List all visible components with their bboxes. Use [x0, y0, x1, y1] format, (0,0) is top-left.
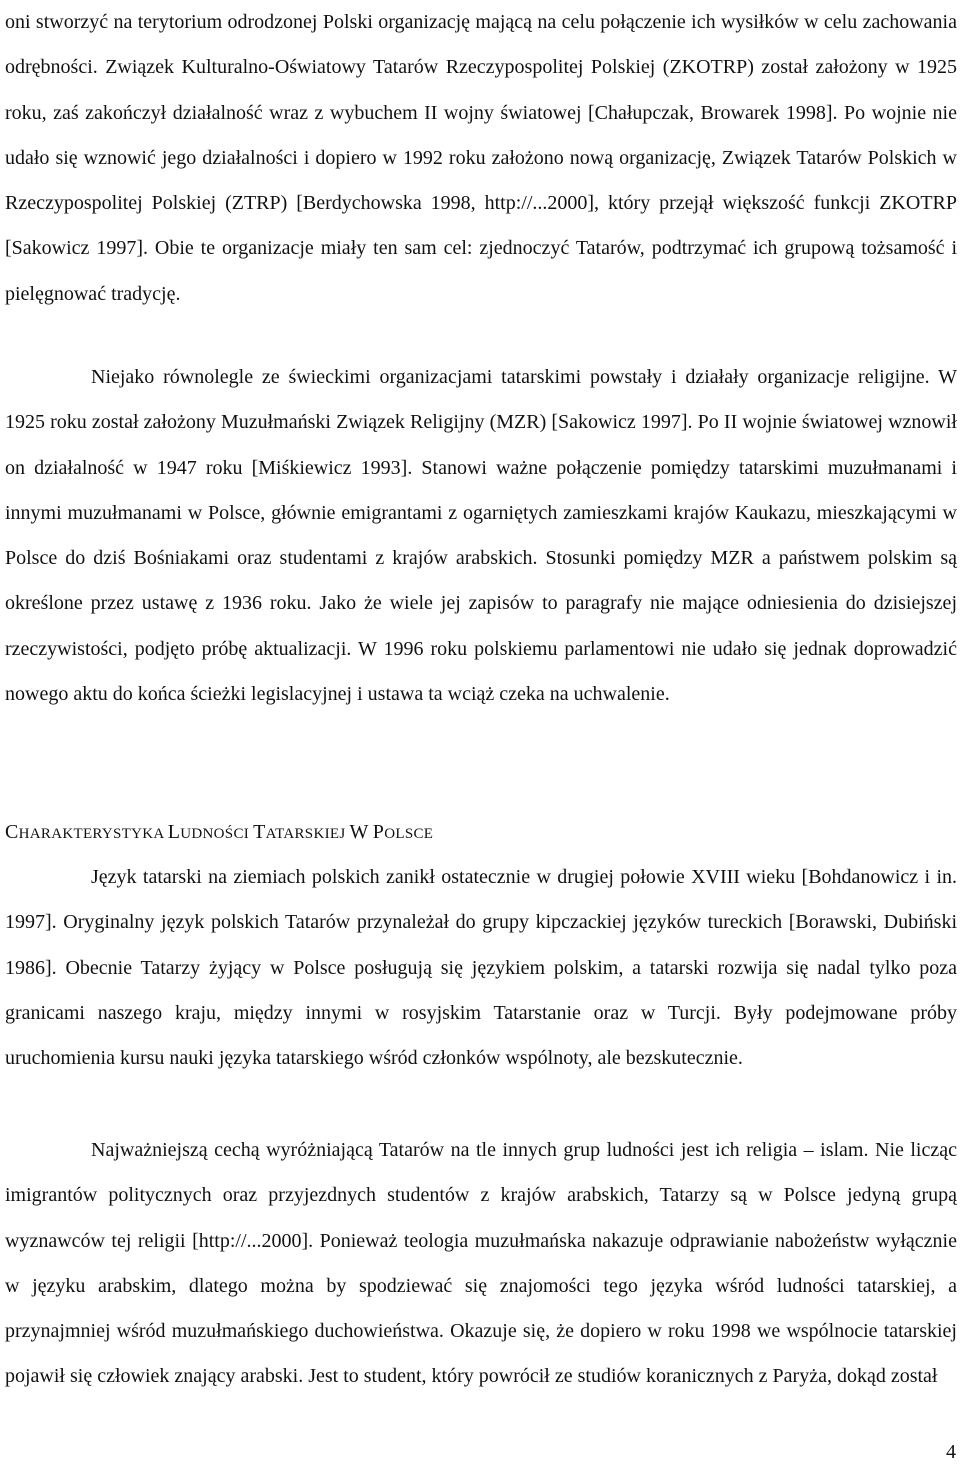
- heading-cap-5: P: [372, 821, 385, 843]
- heading-cap-1: C: [5, 821, 19, 843]
- paragraph-religious-organizations: Niejako równolegle ze świeckimi organizacjami tatarskimi powstały i działały organizacje religijne. W 1925 roku został założony Muzułmański Związek Religijny (MZR) [Sakowicz 1997]. Po II wojnie światowej wznowił on działalność w 1947 roku [Miśkiewicz 1993]. Stanowi ważne połączenie pomiędzy tatarskimi muzułmanami i innymi muzułmanami w Polsce, głównie emigrantami z ogarniętych zamieszkami krajów Kaukazu, mieszkającymi w Polsce do dziś Bośniakami oraz studentami z krajów arabskich. Stosunki pomiędzy MZR a państwem polskim są określone przez ustawę z 1936 roku. Jako że wiele jej zapisów to paragrafy nie mające odniesienia do dzisiejszej rzeczywistości, podjęto próbę aktualizacji. W 1996 roku polskiemu parlamentowi nie udało się jednak doprowadzić nowego aktu do końca ścieżki legislacyjnej i ustawa ta wciąż czeka na uchwalenie.: [5, 366, 957, 706]
- heading-rest-3: ATARSKIEJ: [265, 826, 350, 842]
- heading-rest-5: OLSCE: [384, 826, 434, 842]
- heading-rest-2: UDNOŚCI: [180, 826, 254, 842]
- paragraph-tatar-language: Język tatarski na ziemiach polskich zanikł ostatecznie w drugiej połowie XVIII wieku [Bohdanowicz i in. 1997]. Oryginalny język polskich Tatarów przynależał do grupy kipczackiej języków tureckich [Borawski, Dubiński 1986]. Obecnie Tatarzy żyjący w Polsce posługują się językiem polskim, a tatarski rozwija się nadal tylko poza granicami naszego kraju, między innymi w rosyjskim Tatarstanie oraz w Turcji. Były podejmowane próby uruchomienia kursu nauki języka tatarskiego wśród członków wspólnoty, ale bezskutecznie.: [5, 866, 957, 1070]
- heading-rest-1: HARAKTERYSTYKA: [18, 826, 168, 842]
- section-heading: [5, 820, 433, 846]
- paragraph-religion: Najważniejszą cechą wyróżniającą Tatarów na tle innych grup ludności jest ich religia – islam. Nie licząc imigrantów politycznych oraz przyjezdnych studentów z krajów arabskich, Tatarzy są w Polsce jedyną grupą wyznawców tej religii [http://...2000]. Ponieważ teologia muzułmańska nakazuje odprawianie nabożeństw wyłącznie w języku arabskim, dlatego można by spodziewać się znajomości tego języka wśród ludności tatarskiej, a przynajmniej wśród muzułmańskiego duchowieństwa. Okazuje się, że dopiero w roku 1998 we wspólnocie tatarskiej pojawił się człowiek znający arabski. Jest to student, który powrócił ze studiów koranicznych z Paryża, dokąd został: [5, 1139, 957, 1388]
- heading-cap-2: L: [167, 821, 181, 843]
- page-number: 4: [946, 1441, 956, 1463]
- paragraph-organizations: oni stworzyć na terytorium odrodzonej Polski organizację mającą na celu połączenie ich wysiłków w celu zachowania odrębności. Związek Kulturalno-Oświatowy Tatarów Rzeczypospolitej Polskiej (ZKOTRP) został założony w 1925 roku, zaś zakończył działalność wraz z wybuchem II wojny światowej [Chałupczak, Browarek 1998]. Po wojnie nie udało się wznowić jego działalności i dopiero w 1992 roku założono nową organizację, Związek Tatarów Polskich w Rzeczypospolitej Polskiej (ZTRP) [Berdychowska 1998, http://...2000], który przejął większość funkcji ZKOTRP [Sakowicz 1997]. Obie te organizacje miały ten sam cel: zjednoczyć Tatarów, podtrzymać ich grupową tożsamość i pielęgnować tradycję.: [5, 11, 957, 305]
- heading-cap-3: T: [253, 821, 266, 843]
- heading-cap-4: W: [349, 821, 369, 843]
